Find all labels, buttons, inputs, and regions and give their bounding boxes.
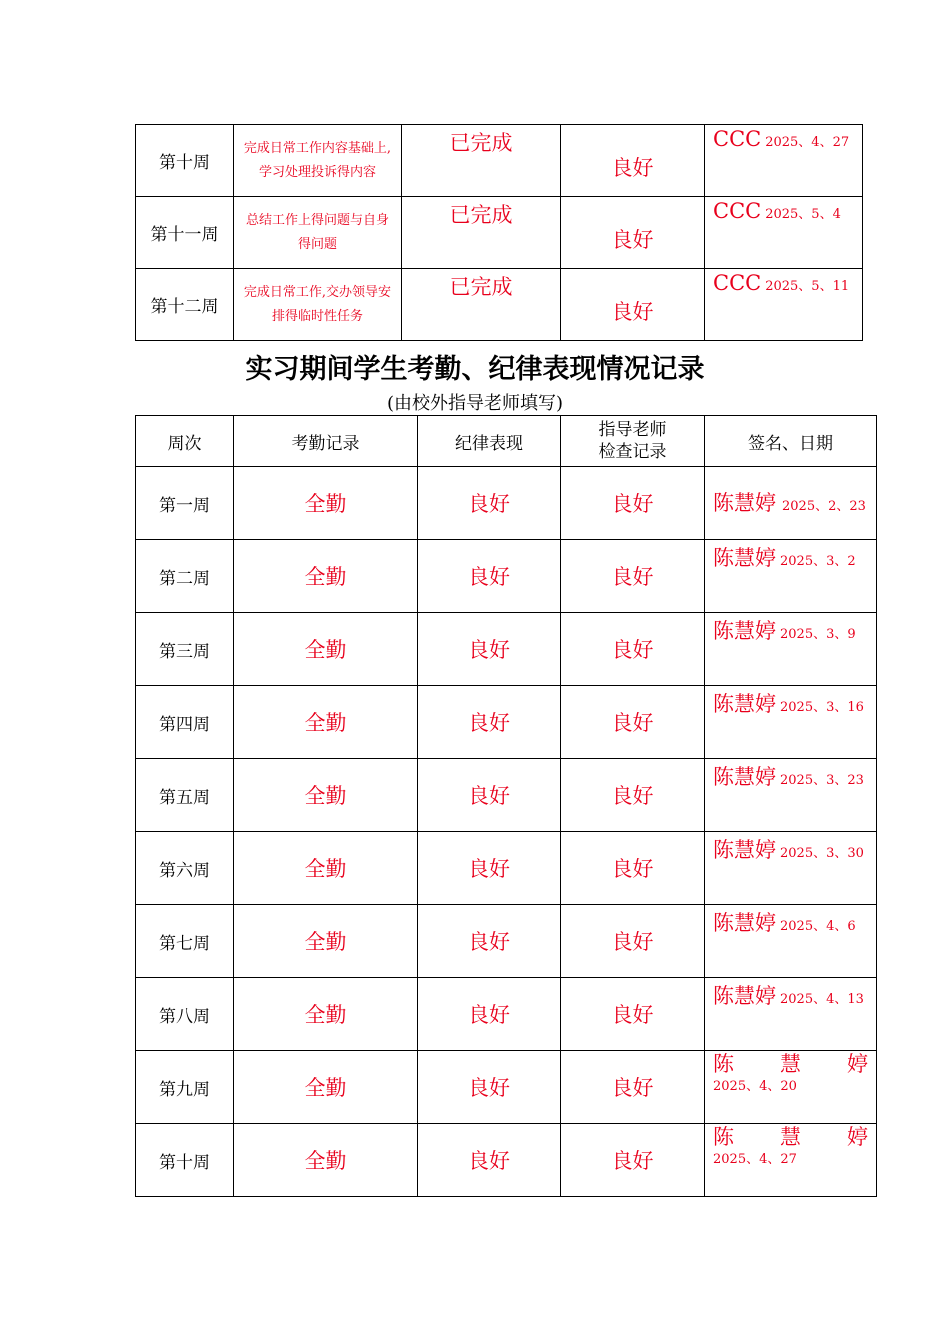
check-cell: 良好 <box>561 978 705 1051</box>
signature-name: 陈慧婷 <box>713 491 776 515</box>
week-cell: 第六周 <box>136 832 234 905</box>
table-header-row <box>136 416 877 467</box>
check-cell: 良好 <box>561 613 705 686</box>
table-row <box>136 905 877 978</box>
signature-name <box>713 1124 868 1150</box>
attendance-cell: 全勤 <box>234 467 418 540</box>
table-row <box>136 978 877 1051</box>
signature-name-char: 慧 <box>780 1052 801 1076</box>
signature-cell <box>705 197 863 269</box>
week-cell: 第三周 <box>136 613 234 686</box>
week-cell: 第十一周 <box>136 197 234 269</box>
signature-cell <box>705 686 877 759</box>
evaluation-cell: 良好 <box>561 269 705 341</box>
check-cell: 良好 <box>561 1051 705 1124</box>
signature-name: CCC <box>713 199 762 223</box>
header-signature: 签名、日期 <box>705 416 877 467</box>
table-row <box>136 467 877 540</box>
signature-date: 2025、4、13 <box>780 992 864 1007</box>
evaluation-cell: 良好 <box>561 197 705 269</box>
check-cell: 良好 <box>561 832 705 905</box>
table-row <box>136 1124 877 1197</box>
discipline-cell: 良好 <box>418 686 561 759</box>
signature-name: 陈慧婷 <box>713 692 776 716</box>
signature-name: 陈慧婷 <box>713 911 776 935</box>
signature-cell <box>705 905 877 978</box>
signature-date: 2025、5、4 <box>765 207 841 222</box>
attendance-cell: 全勤 <box>234 1124 418 1197</box>
discipline-cell: 良好 <box>418 832 561 905</box>
evaluation-cell: 良好 <box>561 125 705 197</box>
header-discipline: 纪律表现 <box>418 416 561 467</box>
signature-date: 2025、3、9 <box>780 627 856 642</box>
table-row <box>136 832 877 905</box>
table-row <box>136 197 863 269</box>
table-row <box>136 269 863 341</box>
discipline-cell: 良好 <box>418 540 561 613</box>
signature-cell <box>705 613 877 686</box>
signature-cell <box>705 540 877 613</box>
signature-cell <box>705 1051 877 1124</box>
attendance-cell: 全勤 <box>234 832 418 905</box>
discipline-cell: 良好 <box>418 905 561 978</box>
discipline-cell: 良好 <box>418 759 561 832</box>
signature-name: 陈慧婷 <box>713 765 776 789</box>
task-cell: 完成日常工作内容基础上,学习处理投诉得内容 <box>234 125 402 197</box>
signature-date: 2025、3、23 <box>780 773 864 788</box>
table-row <box>136 1051 877 1124</box>
check-cell: 良好 <box>561 905 705 978</box>
table-row <box>136 540 877 613</box>
signature-name-char: 慧 <box>780 1125 801 1149</box>
check-cell: 良好 <box>561 540 705 613</box>
check-cell: 良好 <box>561 1124 705 1197</box>
signature-date: 2025、3、2 <box>780 554 856 569</box>
signature-name-char: 陈 <box>713 1052 734 1076</box>
week-cell: 第八周 <box>136 978 234 1051</box>
signature-name-char: 婷 <box>847 1052 868 1076</box>
week-cell: 第七周 <box>136 905 234 978</box>
signature-cell <box>705 759 877 832</box>
week-cell: 第十周 <box>136 125 234 197</box>
signature-cell <box>705 467 877 540</box>
signature-date: 2025、4、27 <box>765 135 850 150</box>
signature-cell <box>705 269 863 341</box>
table-row <box>136 613 877 686</box>
discipline-cell: 良好 <box>418 1051 561 1124</box>
status-cell: 已完成 <box>402 197 561 269</box>
signature-cell <box>705 125 863 197</box>
attendance-cell: 全勤 <box>234 540 418 613</box>
header-check-line2: 检查记录 <box>598 442 667 462</box>
signature-cell <box>705 1124 877 1197</box>
header-attendance: 考勤记录 <box>234 416 418 467</box>
signature-name: 陈慧婷 <box>713 619 776 643</box>
attendance-cell: 全勤 <box>234 613 418 686</box>
week-cell: 第二周 <box>136 540 234 613</box>
week-cell: 第十二周 <box>136 269 234 341</box>
signature-name: 陈慧婷 <box>713 546 776 570</box>
signature-cell <box>705 978 877 1051</box>
weekly-task-table <box>135 124 863 341</box>
table-row <box>136 125 863 197</box>
check-cell: 良好 <box>561 467 705 540</box>
signature-name <box>713 1051 868 1077</box>
signature-name: CCC <box>713 271 762 295</box>
status-cell: 已完成 <box>402 125 561 197</box>
table-row <box>136 759 877 832</box>
signature-date: 2025、4、20 <box>713 1079 797 1094</box>
signature-date: 2025、5、11 <box>765 279 850 294</box>
week-cell: 第十周 <box>136 1124 234 1197</box>
task-cell: 总结工作上得问题与自身得问题 <box>234 197 402 269</box>
header-week: 周次 <box>136 416 234 467</box>
signature-name: CCC <box>713 127 762 151</box>
page-subtitle: (由校外指导老师填写) <box>386 393 564 414</box>
week-cell: 第四周 <box>136 686 234 759</box>
week-cell: 第五周 <box>136 759 234 832</box>
check-cell: 良好 <box>561 686 705 759</box>
signature-date: 2025、4、6 <box>780 919 856 934</box>
week-cell: 第九周 <box>136 1051 234 1124</box>
signature-name: 陈慧婷 <box>713 838 776 862</box>
signature-date: 2025、3、16 <box>780 700 864 715</box>
task-cell: 完成日常工作,交办领导安排得临时性任务 <box>234 269 402 341</box>
status-cell: 已完成 <box>402 269 561 341</box>
page-title: 实习期间学生考勤、纪律表现情况记录 <box>245 354 705 385</box>
header-check-line1: 指导老师 <box>598 420 667 440</box>
discipline-cell: 良好 <box>418 613 561 686</box>
attendance-cell: 全勤 <box>234 686 418 759</box>
discipline-cell: 良好 <box>418 1124 561 1197</box>
header-teacher-check <box>561 416 705 467</box>
attendance-cell: 全勤 <box>234 978 418 1051</box>
attendance-cell: 全勤 <box>234 759 418 832</box>
signature-name-char: 婷 <box>847 1125 868 1149</box>
table-row <box>136 686 877 759</box>
signature-date: 2025、2、23 <box>782 499 866 514</box>
check-cell: 良好 <box>561 759 705 832</box>
attendance-cell: 全勤 <box>234 905 418 978</box>
signature-name: 陈慧婷 <box>713 984 776 1008</box>
signature-date: 2025、3、30 <box>780 846 864 861</box>
discipline-cell: 良好 <box>418 467 561 540</box>
discipline-cell: 良好 <box>418 978 561 1051</box>
signature-name-char: 陈 <box>713 1125 734 1149</box>
week-cell: 第一周 <box>136 467 234 540</box>
signature-cell <box>705 832 877 905</box>
attendance-cell: 全勤 <box>234 1051 418 1124</box>
signature-date: 2025、4、27 <box>713 1152 797 1167</box>
attendance-table <box>135 415 877 1197</box>
